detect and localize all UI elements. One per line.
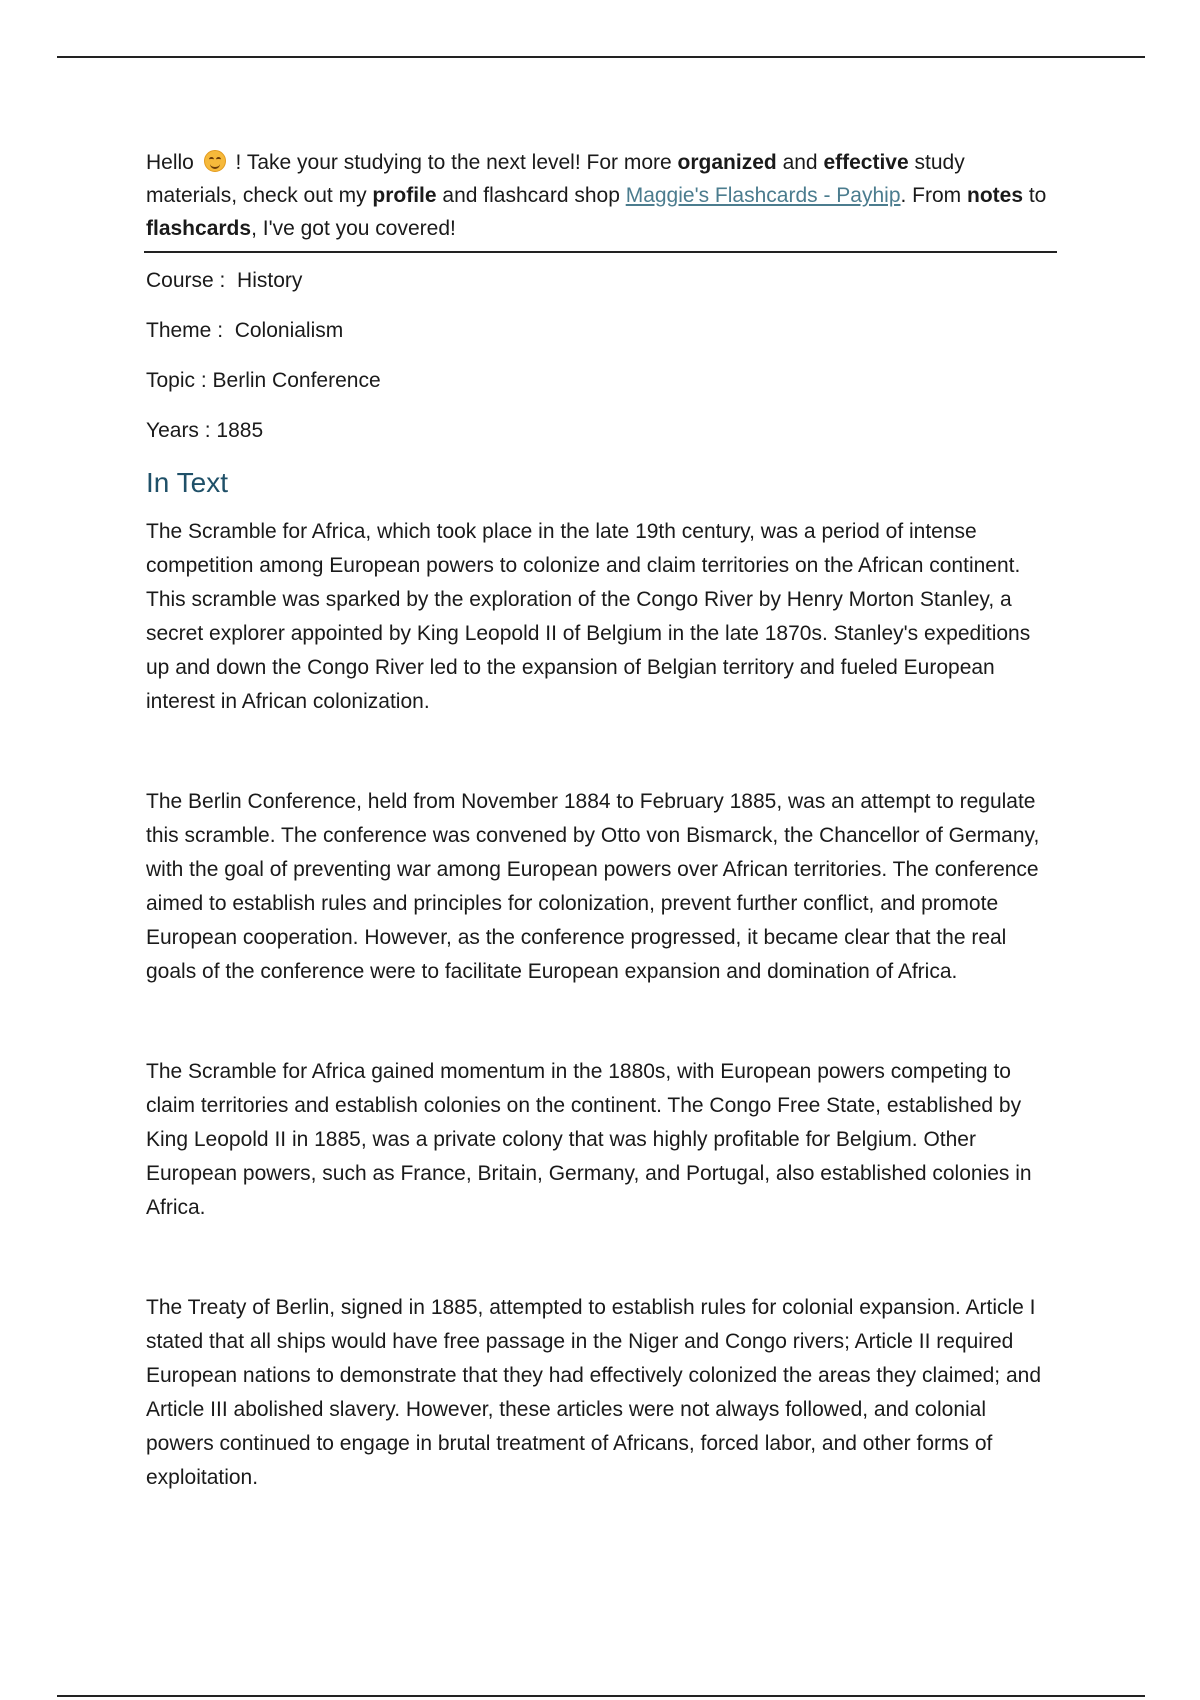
intro-text: . From [900,184,967,207]
intro-bold-notes: notes [967,184,1024,207]
topic-line: Topic : Berlin Conference [146,369,381,392]
paragraph-scramble: The Scramble for Africa, which took place in the late 19th century, was a period of intense competition among European powers to colonize and claim territories on the African continent. This scramble was sparked by the exploration of the Congo River by Henry Morton Stanley, a secret explorer appointed by King Leopold II of Belgium in the late 1870s. Stanley's expeditions up and down the Congo River led to the expansion of Belgian territory and fueled European interest in African colonization. [146,520,1031,713]
intro-text: study materials, check out my [146,151,965,207]
document-body [146,146,1056,1561]
years-line: Years : 1885 [146,419,264,442]
paragraph-treaty: The Treaty of Berlin, signed in 1885, attempted to establish rules for colonial expansion. Article I stated that all ships would have free passage in the Niger and Congo rivers; Article II required European nations to demonstrate that they had effectively colonized the areas they claimed; and Article III abolished slavery. However, these articles were not always followed, and colonial powers continued to engage in brutal treatment of Africans, forced labor, and other forms of exploitation. [146,1296,1042,1489]
intro-divider [144,251,1057,253]
section-heading-in-text: In Text [146,467,228,498]
intro-text: , I've got you covered! [251,217,456,240]
paragraph-momentum: The Scramble for Africa gained momentum in the 1880s, with European powers competing to claim territories and establish colonies on the continent. The Congo Free State, established by King Leopold II in 1885, was a private colony that was highly profitable for Belgium. Other European powers, such as France, Britain, Germany, and Portugal, also established colonies in Africa. [146,1060,1032,1219]
page-bottom-rule [57,1695,1145,1697]
paragraph-berlin-conference: The Berlin Conference, held from November 1884 to February 1885, was an attempt to regulate this scramble. The conference was convened by Otto von Bismarck, the Chancellor of Germany, with the goal of preventing war among European powers over African territories. The conference aimed to establish rules and principles for colonization, prevent further conflict, and promote European cooperation. However, as the conference progressed, it became clear that the real goals of the conference were to facilitate European expansion and domination of Africa. [146,790,1040,983]
page-top-rule [57,56,1145,58]
intro-bold-organized: organized [677,151,777,174]
theme-line: Theme : Colonialism [146,319,344,342]
intro-bold-effective: effective [823,151,909,174]
course-line: Course : History [146,269,303,292]
intro-text: ! Take your studying to the next level! For more [229,151,678,174]
intro-hello: Hello [146,151,194,174]
smiling-face-icon [204,150,226,172]
payhip-shop-link[interactable]: Maggie's Flashcards - Payhip [625,184,901,207]
intro-text: and flashcard shop [436,184,626,207]
intro-text: to [1023,184,1047,207]
intro-bold-flashcards: flashcards [146,217,252,240]
intro-paragraph [146,146,1056,251]
intro-bold-profile: profile [372,184,437,207]
intro-text: and [776,151,824,174]
